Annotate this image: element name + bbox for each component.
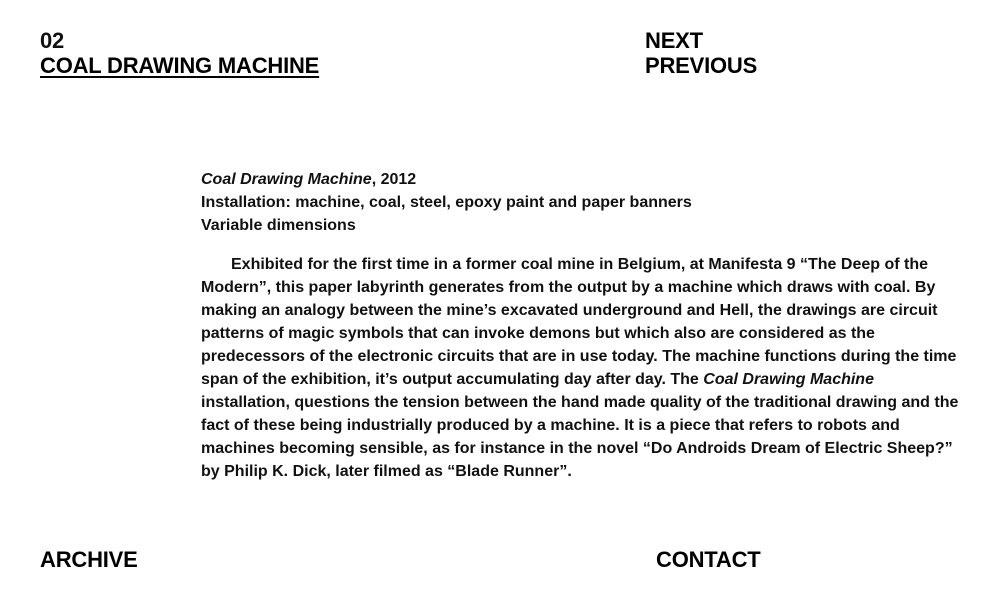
next-link[interactable]: NEXT xyxy=(645,28,703,53)
project-number: 02 xyxy=(40,28,65,53)
work-meta xyxy=(201,168,1001,237)
project-navigation xyxy=(645,28,757,78)
work-title-line xyxy=(201,168,1001,191)
work-year: , 2012 xyxy=(371,171,417,188)
archive-link[interactable]: ARCHIVE xyxy=(40,547,138,572)
previous-link[interactable]: PREVIOUS xyxy=(645,53,758,78)
work-dimensions: Variable dimensions xyxy=(201,217,356,234)
project-title-link[interactable]: COAL DRAWING MACHINE xyxy=(40,53,320,78)
description-italic-title: Coal Drawing Machine xyxy=(703,371,874,388)
description-part-1: Exhibited for the first time in a former coal mine in Belgium, at Manifesta 9 “The Deep of the Modern”, this paper labyrinth generates from the output by a machine which draws with coal. By making an analogy between the mine’s excavated underground and Hell, the drawings are circuit patterns of magic symbols that can invoke demons but which also are considered as the predecessors of the electronic circuits that are in use today. The machine functions during the time span of the exhibition, it’s output accumulating day after day. The xyxy=(201,256,957,388)
work-medium: Installation: machine, coal, steel, epoxy paint and paper banners xyxy=(201,194,692,211)
description-part-2: installation, questions the tension between the hand made quality of the traditional drawing and the fact of these being industrially produced by a machine. It is a piece that refers to robots and machines becoming sensible, as for instance in the novel “Do Androids Dream of Electric Sheep?” by Philip K. Dick, later filmed as “Blade Runner”. xyxy=(201,394,959,480)
project-content xyxy=(201,168,1001,483)
work-title: Coal Drawing Machine xyxy=(201,171,372,188)
work-description xyxy=(201,253,961,483)
contact-link[interactable]: CONTACT xyxy=(656,547,761,572)
project-header xyxy=(40,28,319,78)
